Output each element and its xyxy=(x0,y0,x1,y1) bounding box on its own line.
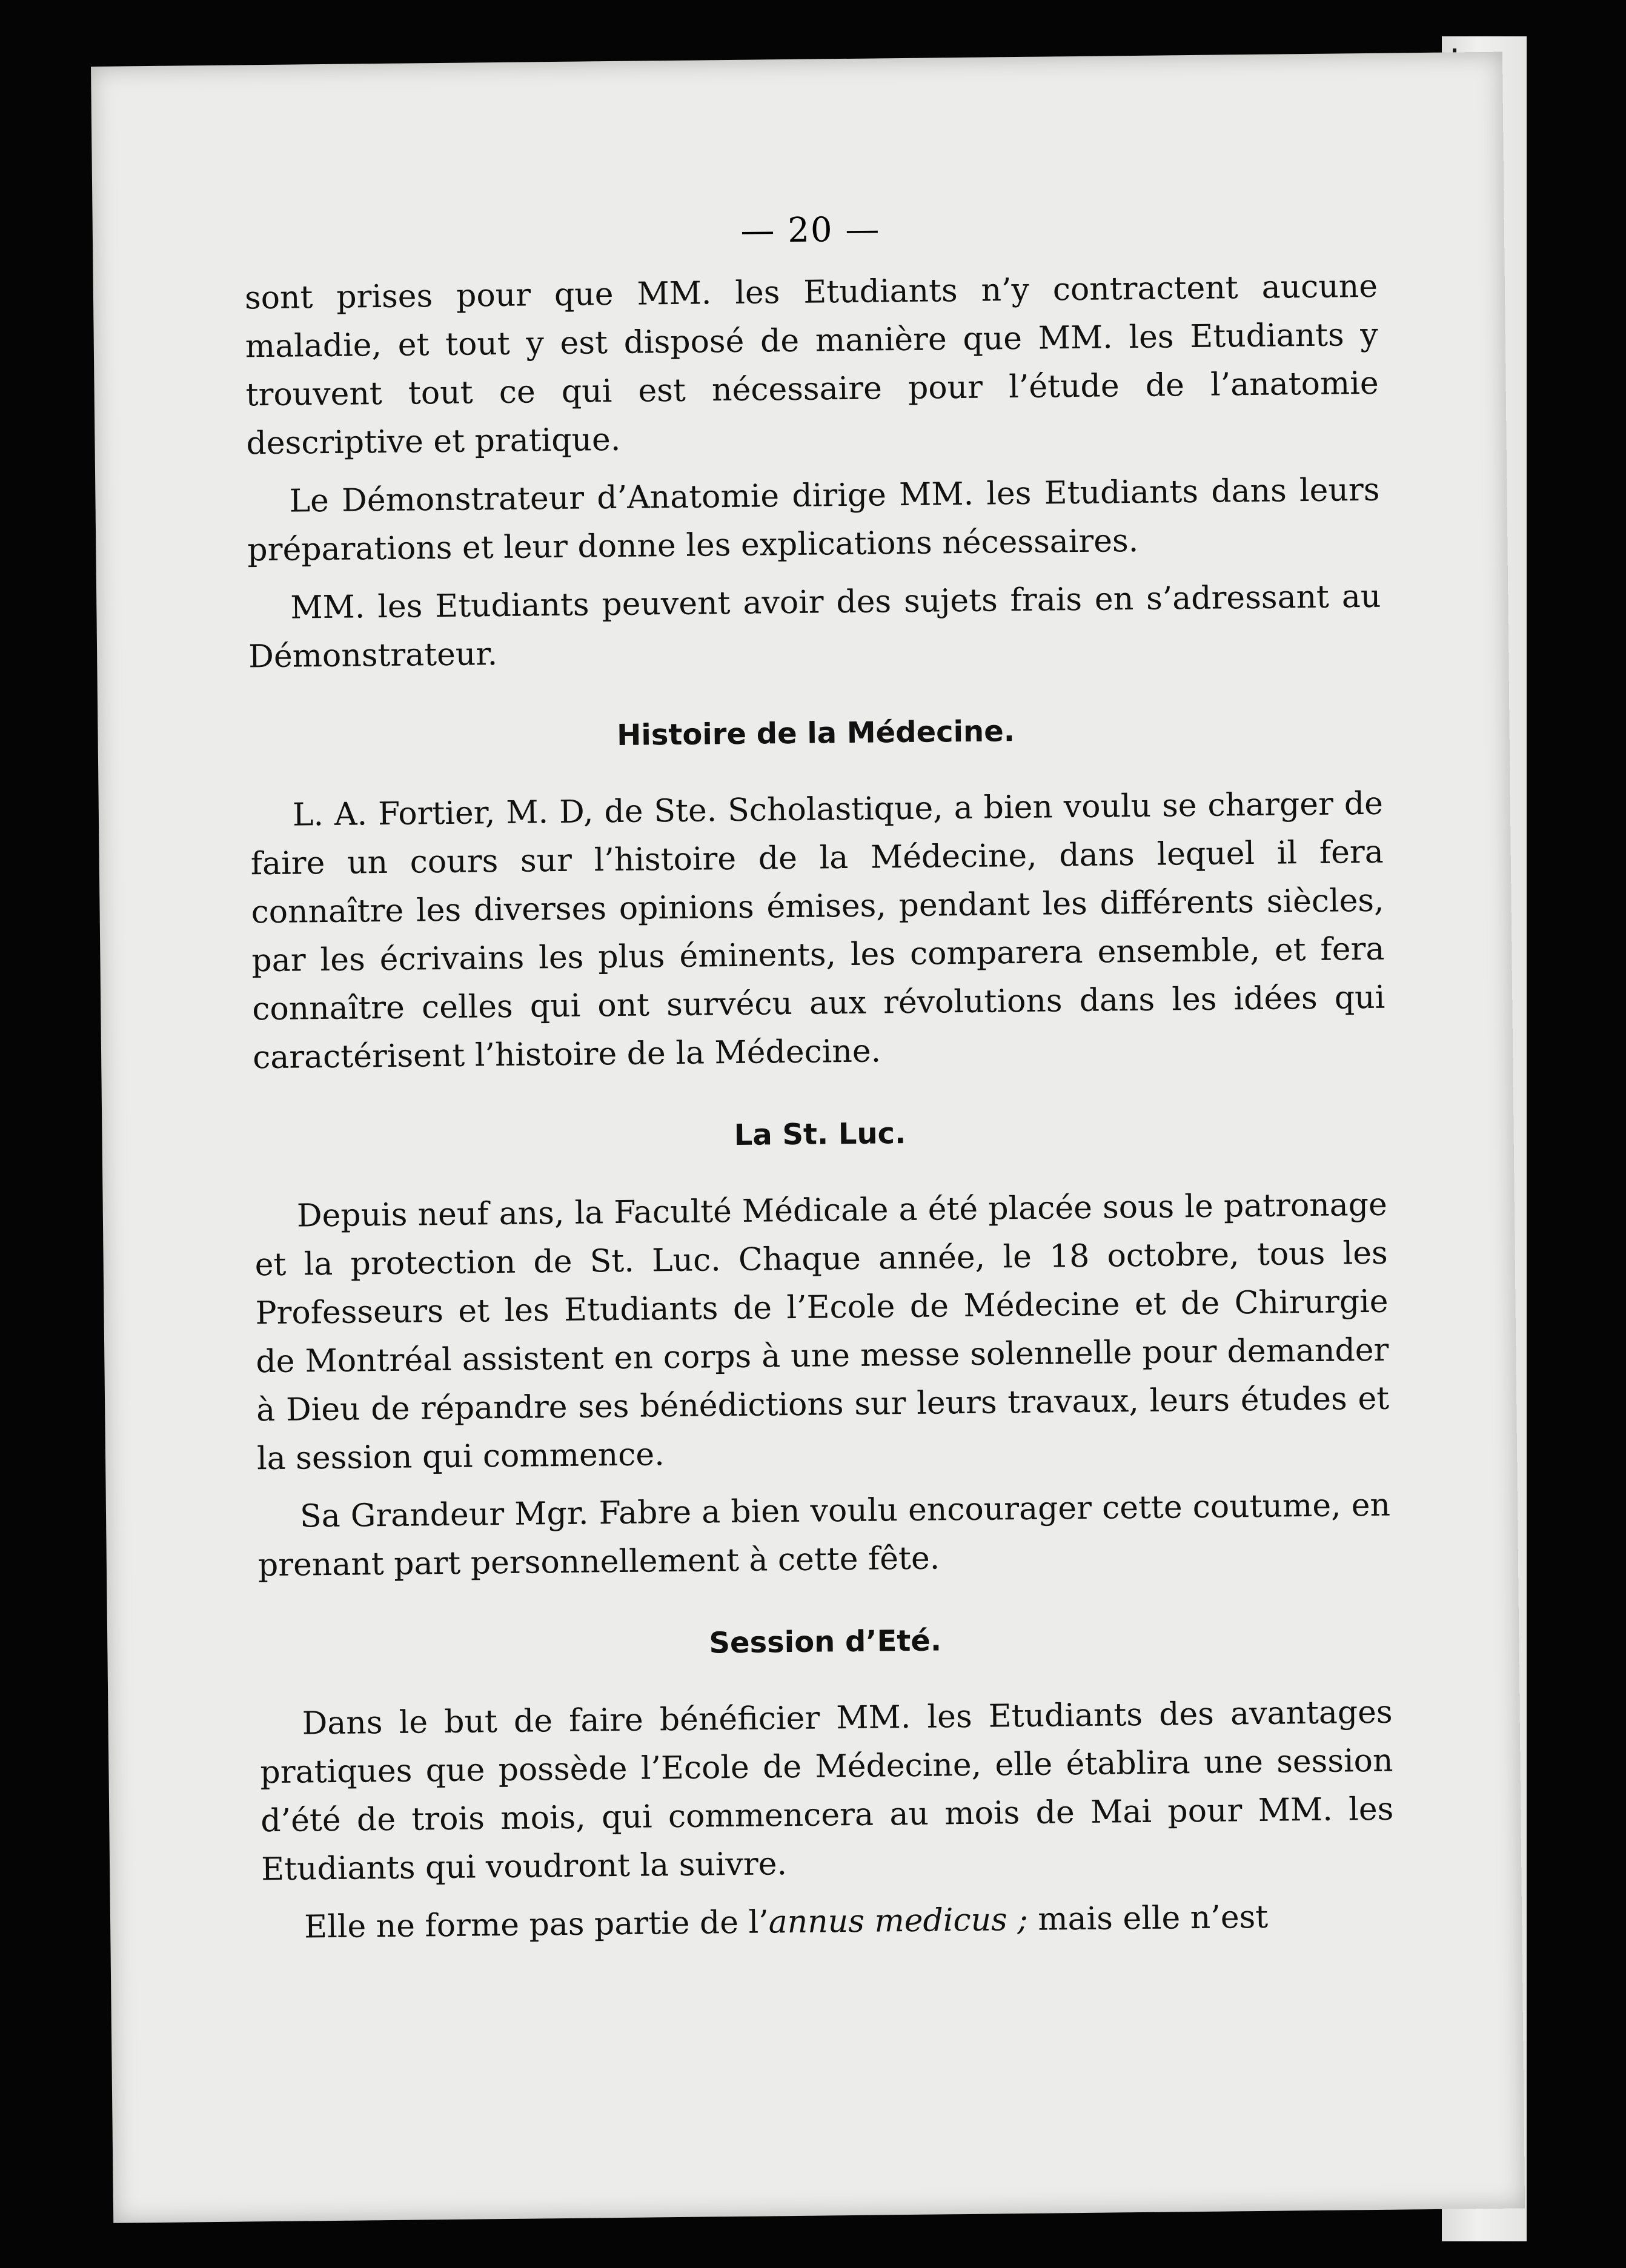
page-number: — 20 — xyxy=(740,210,881,251)
session-text-after: mais elle n’est xyxy=(1027,1898,1269,1938)
book-spine xyxy=(1527,0,1626,2268)
section-heading-session: Session d’Eté. xyxy=(709,1623,942,1660)
intro-paragraph-2: Le Démonstrateur d’Anatomie dirige MM. les Etudiants dans leurs préparations et leur donne les explications nécessaires. xyxy=(247,471,1380,569)
histoire-paragraph: L. A. Fortier, M. D, de Ste. Scholastique, a bien voulu se charger de faire un cours sur l’histoire de la Médecine, dans lequel il fera connaître les diverses opinions émises, pendant les différents siècles, par les écrivains les plus éminents, les comparera ensemble, et fera connaître celles qui ont survécu aux révolutions dans les idées qui caractérisent l’histoire de la Médecine. xyxy=(250,785,1385,1076)
intro-paragraph-1: sont prises pour que MM. les Etudiants n’y contractent aucune maladie, et tout y est disposé de manière que MM. les Etudiants y trouvent tout ce qui est nécessaire pour l’étude de l’anatomie descriptive et pratique. xyxy=(244,268,1379,462)
session-text-before: Elle ne forme pas partie de l’ xyxy=(304,1904,769,1946)
section-heading-stluc: La St. Luc. xyxy=(734,1116,906,1152)
document-page xyxy=(91,52,1525,2223)
page-content xyxy=(244,205,1395,1952)
session-text-italic: annus medicus ; xyxy=(768,1901,1029,1941)
section-heading-histoire: Histoire de la Médecine. xyxy=(616,714,1015,752)
session-paragraph-1: Dans le but de faire bénéficier MM. les Etudiants des avantages pratiques que possède l’Ecole de Médecine, elle établira une session d’été de trois mois, qui commencera au mois de Mai pour MM. les Etudiants qui voudront la suivre. xyxy=(260,1694,1394,1888)
stluc-paragraph-2: Sa Grandeur Mgr. Fabre a bien voulu encourager cette coutume, en prenant part personnellement à cette fête. xyxy=(257,1487,1391,1584)
stluc-paragraph-1: Depuis neuf ans, la Faculté Médicale a été placée sous le patronage et la protection de St. Luc. Chaque année, le 18 octobre, tous les Professeurs et les Etudiants de l’Ecole de Médecine et de Chirurgie de Montréal assistent en corps à une messe solennelle pour demander à Dieu de répandre ses bénédictions sur leurs travaux, leurs études et la session qui commence. xyxy=(254,1186,1390,1477)
session-paragraph-2 xyxy=(262,1892,1395,1952)
intro-paragraph-3: MM. les Etudiants peuvent avoir des sujets frais en s’adressant au Démonstrateur. xyxy=(248,578,1381,675)
